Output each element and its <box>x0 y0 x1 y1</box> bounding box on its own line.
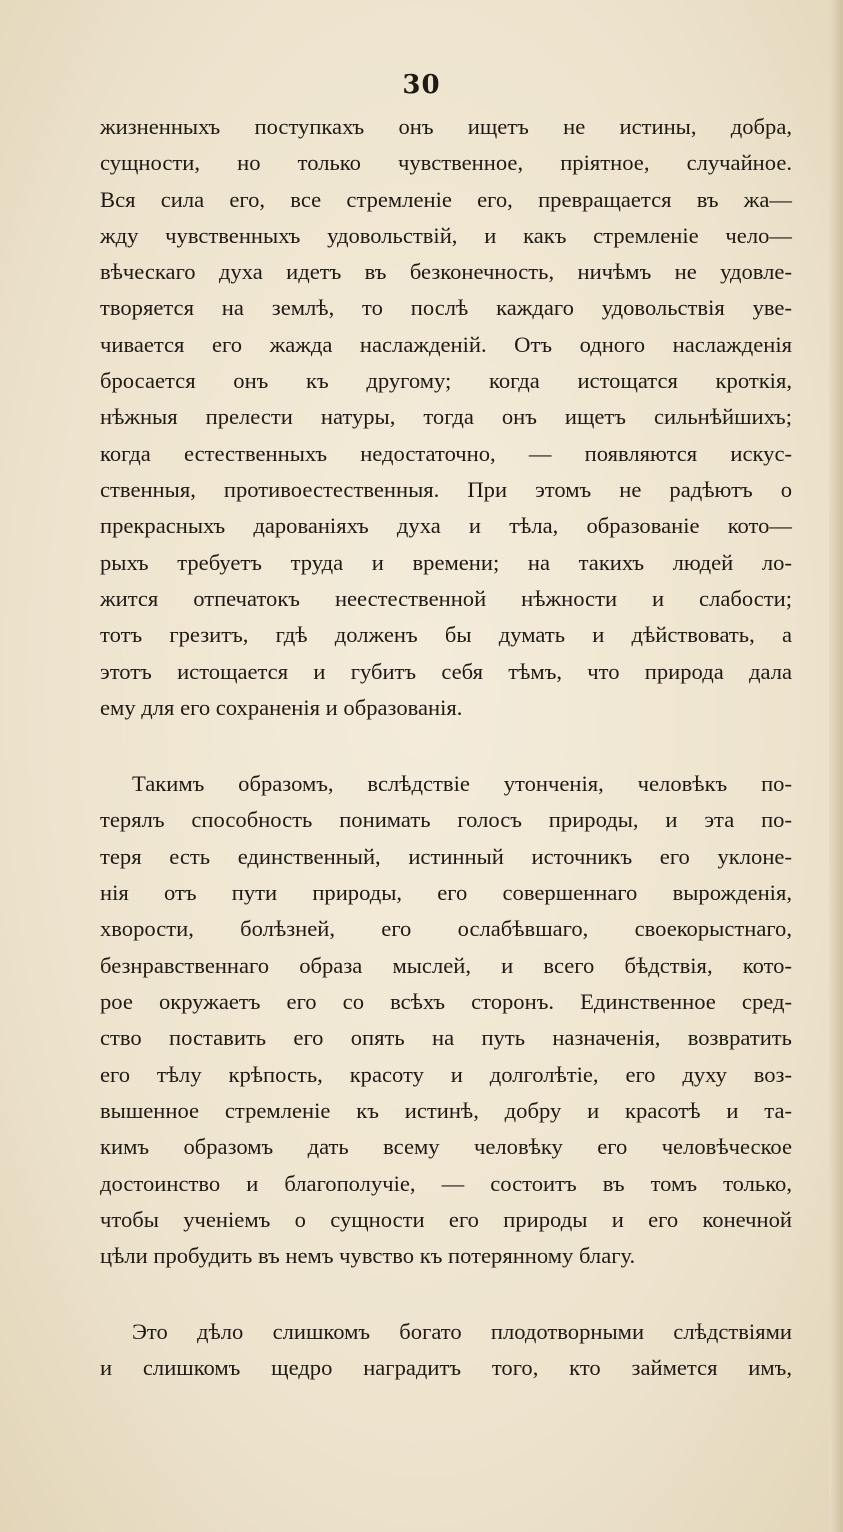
page-edge <box>829 0 843 1532</box>
text-line: тотъ грезитъ, гдѣ долженъ бы думать и дѣйствовать, а <box>100 622 792 647</box>
text-line: ство поставить его опять на путь назначенія, возвратить <box>100 1025 792 1050</box>
text-line: безнравственнаго образа мыслей, и всего бѣдствія, кото- <box>100 953 792 978</box>
text-line: ственныя, противоестественныя. При этомъ не радѣютъ о <box>100 477 792 502</box>
page-number: 30 <box>402 70 441 100</box>
text-line: его тѣлу крѣпость, красоту и долголѣтіе, его духу воз- <box>100 1062 792 1087</box>
text-line: Вся сила его, все стремленіе его, превращается въ жа— <box>100 187 792 212</box>
text-line: бросается онъ къ другому; когда истощатся кроткія, <box>100 368 792 393</box>
text-line: хворости, болѣзней, его ослабѣвшаго, своекорыстнаго, <box>100 916 792 941</box>
text-line: сущности, но только чувственное, пріятное, случайное. <box>100 150 792 175</box>
text-line: нѣжныя прелести натуры, тогда онъ ищетъ сильнѣйшихъ; <box>100 404 792 429</box>
text-line: вѣческаго духа идетъ въ безконечность, ничѣмъ не удовле- <box>100 259 792 284</box>
text-line: жду чувственныхъ удовольствій, и какъ стремленіе чело— <box>100 223 792 248</box>
text-line: рое окружаетъ его со всѣхъ сторонъ. Единственное сред- <box>100 989 792 1014</box>
text-line: Такимъ образомъ, вслѣдствіе утонченія, человѣкъ по- <box>132 771 792 796</box>
text-line: творяется на землѣ, то послѣ каждаго удовольствія уве- <box>100 295 792 320</box>
text-line: жизненныхъ поступкахъ онъ ищетъ не истины, добра, <box>100 114 792 139</box>
text-line: чтобы ученіемъ о сущности его природы и его конечной <box>100 1207 792 1232</box>
text-line: чивается его жажда наслажденій. Отъ одного наслажденія <box>100 332 792 357</box>
text-line: кимъ образомъ дать всему человѣку его человѣческое <box>100 1134 792 1159</box>
text-line: вышенное стремленіе къ истинѣ, добру и красотѣ и та- <box>100 1098 792 1123</box>
text-line: этотъ истощается и губитъ себя тѣмъ, что природа дала <box>100 659 792 684</box>
text-line: Это дѣло слишкомъ богато плодотворными слѣдствіями <box>132 1319 792 1344</box>
text-line: терялъ способность понимать голосъ природы, и эта по- <box>100 807 792 832</box>
text-line: и слишкомъ щедро наградитъ того, кто займется имъ, <box>100 1355 792 1380</box>
text-line: нія отъ пути природы, его совершеннаго вырожденія, <box>100 880 792 905</box>
text-line: ему для его сохраненія и образованія. <box>100 695 463 720</box>
text-line: достоинство и благополучіе, — состоитъ въ томъ только, <box>100 1171 792 1196</box>
text-line: когда естественныхъ недостаточно, — появляются искус- <box>100 441 792 466</box>
text-line: рыхъ требуетъ труда и времени; на такихъ людей ло- <box>100 550 792 575</box>
text-line: теря есть единственный, истинный источникъ его уклоне- <box>100 844 792 869</box>
text-line: цѣли пробудить въ немъ чувство къ потерянному благу. <box>100 1243 636 1268</box>
text-line: прекрасныхъ дарованіяхъ духа и тѣла, образованіе кото— <box>100 513 792 538</box>
text-line: жится отпечатокъ неестественной нѣжности и слабости; <box>100 586 792 611</box>
